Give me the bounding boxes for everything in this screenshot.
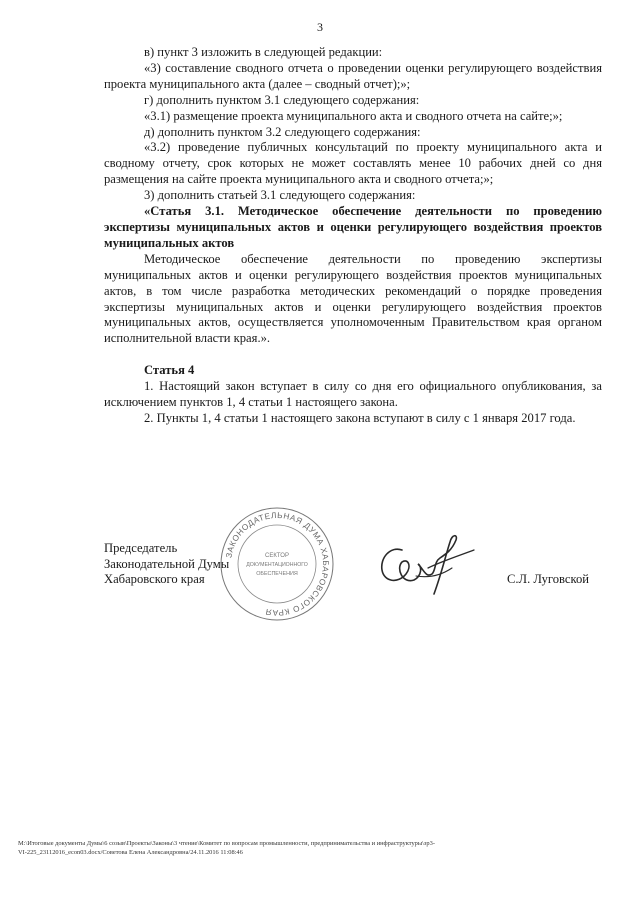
- page-number: 3: [317, 20, 323, 34]
- amendment-paragraph: в) пункт 3 изложить в следующей редакции:: [144, 45, 383, 59]
- article-3-1-heading: «Статья 3.1. Методическое обеспечение деятельности по проведению экспертизы муниципальных актов и оценки регулирующего воздействия проектов муниципальных актов: [104, 204, 602, 250]
- article-4-heading: Статья 4: [144, 363, 195, 378]
- signatory-title-line: Председатель: [104, 541, 178, 555]
- article-4-item: 2. Пункты 1, 4 статьи 1 настоящего закона вступают в силу с 1 января 2017 года.: [144, 410, 576, 425]
- footer-line: M:\Итоговые документы Думы\6 созыв\Проекты\Законы\3 чтение\Комитет по вопросам промышленности, предпринимательства и инфраструктуры\зр3-: [18, 840, 435, 847]
- stamp-center-line: СЕКТОР: [265, 553, 289, 559]
- article-4-item: 1. Настоящий закон вступает в силу со дня его официального опубликования, за исключением пунктов 1, 4 статьи 1 настоящего закона.: [104, 379, 602, 410]
- stamp-ring-text: ЗАКОНОДАТЕЛЬНАЯ ДУМА ХАБАРОВСКОГО КРАЯ: [224, 510, 331, 618]
- signatory-title-line: Хабаровского края: [104, 572, 205, 586]
- signatory-name: С.Л. Луговской: [507, 572, 590, 586]
- stamp-center-line: ОБЕСПЕЧЕНИЯ: [256, 571, 298, 577]
- stamp-center-line: ДОКУМЕНТАЦИОННОГО: [246, 562, 308, 568]
- amendment-paragraph: «3.1) размещение проекта муниципального акта и сводного отчета на сайте;»;: [144, 108, 563, 123]
- article-3-1-text: Методическое обеспечение деятельности по проведению экспертизы муниципальных актов и оценки регулирующего воздействия проектов муниципальных актов, в том числе разработка методических рекомендаций о порядке проведения экспертизы муниципальных актов и оценки регулирующего воздействия проектов муниципальных актов, осуществляется уполномоченным Правительством края органом исполнительной власти края.».: [104, 251, 602, 346]
- handwritten-signature: [372, 528, 484, 598]
- amendment-paragraph: 3) дополнить статьей 3.1 следующего содержания:: [144, 188, 416, 203]
- signatory-title-line: Законодательной Думы: [104, 556, 230, 571]
- official-stamp: [218, 505, 336, 623]
- amendment-paragraph: д) дополнить пунктом 3.2 следующего содержания:: [144, 124, 421, 139]
- document-body: [104, 45, 602, 427]
- footer-line: VI-225_23112016_econ03.docx/Советова Елена Александровна/24.11.2016 11:08:46: [18, 848, 243, 856]
- file-path-footer: [18, 840, 623, 857]
- amendment-paragraph: «3) составление сводного отчета о проведении оценки регулирующего воздействия проекта муниципального акта (далее – сводный отчет);»;: [104, 60, 602, 91]
- amendment-paragraph: г) дополнить пунктом 3.1 следующего содержания:: [144, 92, 420, 107]
- amendment-paragraph: «3.2) проведение публичных консультаций по проекту муниципального акта и сводному отчету, срок которых не может составлять менее 10 рабочих дней со дня размещения на сайте проекта муниципального акта и сводного отчета;»;: [104, 140, 602, 187]
- signatory-title: [104, 541, 229, 588]
